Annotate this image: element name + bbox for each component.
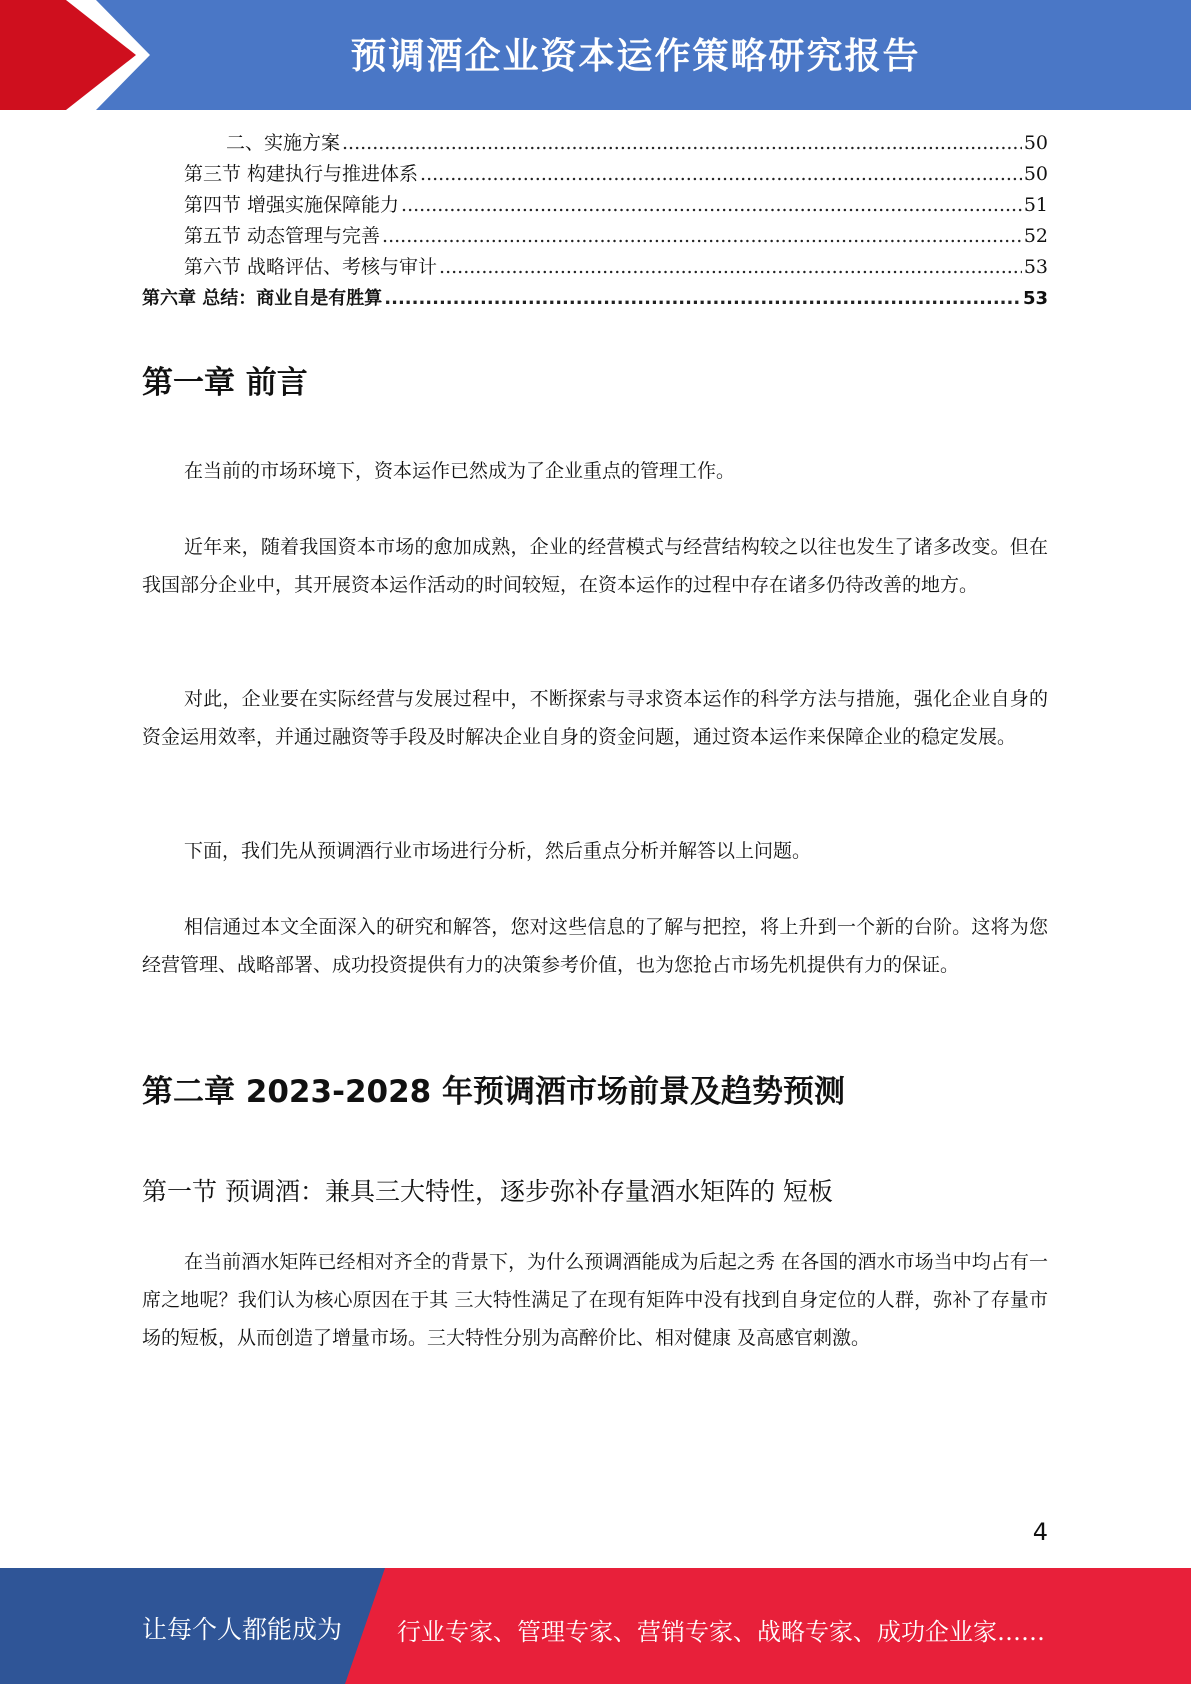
section-heading: 第一节 预调酒：兼具三大特性，逐步弥补存量酒水矩阵的 短板	[142, 1177, 833, 1206]
toc-entry-label: 第六节 战略评估、考核与审计	[184, 256, 438, 278]
toc-leader-dots	[342, 128, 1022, 159]
toc-entry[interactable]	[142, 128, 1048, 159]
footer-slogan-left: 让每个人都能成为	[142, 1615, 343, 1644]
footer-slogan-right: 行业专家、管理专家、营销专家、战略专家、成功企业家……	[397, 1618, 1045, 1646]
body-paragraph: 在当前的市场环境下，资本运作已然成为了企业重点的管理工作。	[184, 460, 736, 482]
toc-leader-dots	[420, 159, 1022, 190]
toc-entry[interactable]	[142, 221, 1048, 252]
report-title: 预调酒企业资本运作策略研究报告	[350, 36, 921, 77]
toc-entry[interactable]	[142, 252, 1048, 283]
page-number: 4	[1032, 1518, 1048, 1546]
toc-entry-label: 第四节 增强实施保障能力	[184, 194, 400, 216]
toc-entry-label: 第六章 总结：商业自是有胜算	[142, 288, 383, 309]
chapter-2-heading: 第二章 2023-2028 年预调酒市场前景及趋势预测	[142, 1074, 846, 1110]
toc-entry[interactable]	[142, 159, 1048, 190]
page-footer	[0, 1568, 1191, 1684]
toc-leader-dots	[439, 252, 1022, 283]
toc-entry-page: 53	[1022, 288, 1048, 309]
body-paragraph: 在当前酒水矩阵已经相对齐全的背景下，为什么预调酒能成为后起之秀 在各国的酒水市场当中均占有一席之地呢？我们认为核心原因在于其 三大特性满足了在现有矩阵中没有找到自身定位的人群，弥补了存量市 场的短板，从而创造了增量市场。三大特性分别为高醉价比、相对健康 及高感官刺激。	[142, 1251, 1048, 1349]
toc-entry-page: 53	[1023, 256, 1048, 278]
toc-leader-dots	[384, 283, 1021, 314]
toc-entry-page: 52	[1023, 225, 1048, 247]
body-paragraph: 近年来，随着我国资本市场的愈加成熟，企业的经营模式与经营结构较之以往也发生了诸多改变。但在我国部分企业中，其开展资本运作活动的时间较短，在资本运作的过程中存在诸多仍待改善的地方。	[142, 536, 1048, 596]
toc-entry-page: 51	[1023, 194, 1048, 216]
body-paragraph: 对此，企业要在实际经营与发展过程中，不断探索与寻求资本运作的科学方法与措施，强化企业自身的资金运用效率，并通过融资等手段及时解决企业自身的资金问题，通过资本运作来保障企业的稳定发展。	[142, 688, 1048, 748]
page-header	[0, 0, 1191, 110]
toc-entry-page: 50	[1023, 132, 1048, 154]
body-paragraph: 下面，我们先从预调酒行业市场进行分析，然后重点分析并解答以上问题。	[184, 840, 812, 862]
toc-entry[interactable]	[142, 190, 1048, 221]
toc-entry-page: 50	[1023, 163, 1048, 185]
toc-entry-label: 第五节 动态管理与完善	[184, 225, 381, 247]
toc-leader-dots	[382, 221, 1022, 252]
chapter-1-heading: 第一章 前言	[142, 365, 308, 401]
table-of-contents	[142, 128, 1048, 314]
toc-entry[interactable]	[142, 283, 1048, 314]
toc-entry-label: 第三节 构建执行与推进体系	[184, 163, 419, 185]
toc-entry-label: 二、实施方案	[226, 132, 341, 154]
toc-leader-dots	[401, 190, 1022, 221]
body-paragraph: 相信通过本文全面深入的研究和解答，您对这些信息的了解与把控，将上升到一个新的台阶。这将为您经营管理、战略部署、成功投资提供有力的决策参考价值，也为您抢占市场先机提供有力的保证。	[142, 916, 1048, 976]
